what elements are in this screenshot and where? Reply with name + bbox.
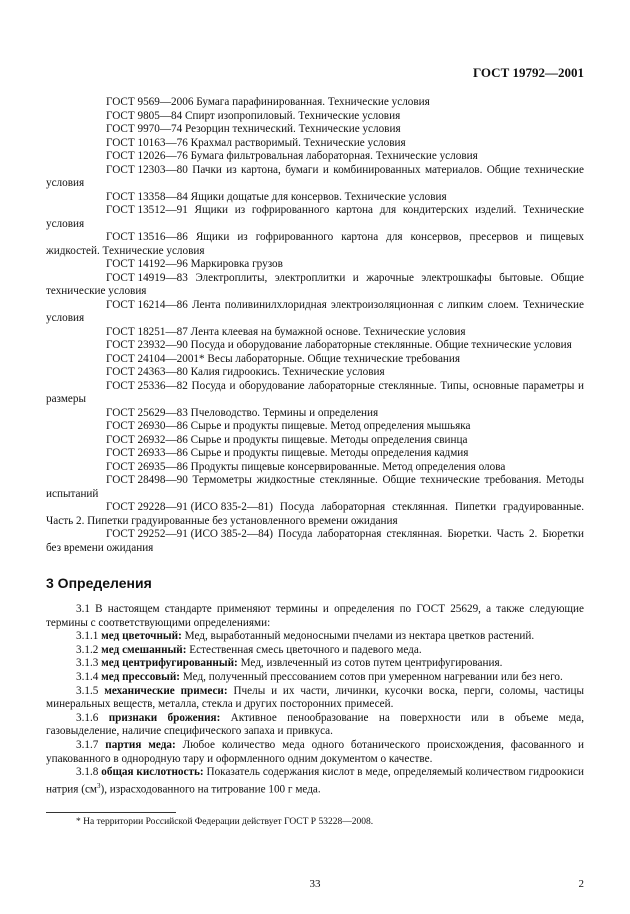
reference-item [46,150,584,164]
definition-text: Пчелы и их части, личинки, кусочки воска, перги, соломы, частицы минеральных веществ, металла, стекла и других посторонних примесей. [46,684,584,711]
definition-number: 3.1.7 [76,738,99,751]
reference-code: ГОСТ 12026—76 [106,150,188,162]
reference-title: Бумага фильтровальная лабораторная. Технические условия [190,150,478,162]
definition-item [46,712,584,739]
reference-code: ГОСТ 14192—96 [106,258,188,270]
definition-term: мед прессовый: [101,670,181,683]
reference-item [46,353,584,367]
reference-item [46,110,584,124]
definition-number: 3.1.3 [76,657,99,670]
reference-title: Лента поливинилхлоридная электроизоляционная с липким слоем. Технические условия [46,298,584,324]
reference-title: Ящики дощатые для консервов. Технические условия [190,190,447,203]
reference-title: Сырье и продукты пищевые. Метод определения мышьяка [190,420,471,432]
definition-item [46,657,584,671]
definition-number: 3.1.1 [76,630,99,643]
reference-title: Ящики из гофрированного картона для кондитерских изделий. Технические условия [46,204,585,230]
definition-term: мед цветочный: [101,630,182,643]
definition-item [46,630,584,644]
reference-title: Посуда лабораторная стеклянная. Бюретки. Часть 2. Бюретки без времени ожидания [46,528,585,554]
definition-text-end: ), израсходованного на титрование 100 г меда. [100,783,321,796]
reference-item [46,461,584,475]
reference-title: Сырье и продукты пищевые. Методы определения свинца [190,433,468,446]
reference-code: ГОСТ 26933—86 [106,447,188,459]
definition-number: 3.1.2 [76,643,99,656]
reference-code: ГОСТ 25629—83 [106,406,188,419]
definitions-list [46,603,584,797]
definition-text: Мед, выработанный медоносными пчелами из нектара цветков растений. [184,630,535,643]
reference-code: ГОСТ 28498—90 [106,474,188,486]
definition-term: механические примеси: [104,684,228,697]
definition-item [46,766,584,797]
reference-title: Пачки из картона, бумаги и комбинированных материалов. Общие технические условия [46,163,584,189]
reference-code: ГОСТ 26935—86 [106,460,188,473]
reference-item [46,299,584,326]
definition-number: 3.1.8 [76,766,99,779]
reference-title: Пчеловодство. Термины и определения [190,406,379,419]
reference-title: Лента клеевая на бумажной основе. Технические условия [190,325,466,338]
definition-number: 3.1.5 [76,684,99,697]
reference-code: ГОСТ 26932—86 [106,433,188,446]
reference-title: Резорцин технический. Технические условия [185,123,401,135]
definition-item [46,739,584,766]
reference-code: ГОСТ 23932—90 [106,339,188,351]
reference-item [46,258,584,272]
reference-item [46,528,584,555]
definition-item [46,603,584,630]
reference-code: ГОСТ 10163—76 [106,136,188,149]
reference-title: Весы лабораторные. Общие технические требования [207,352,461,365]
reference-item [46,326,584,340]
reference-code: ГОСТ 13512—91 [106,204,188,216]
reference-title: Калия гидроокись. Технические условия [190,366,385,378]
reference-title: Спирт изопропиловый. Технические условия [185,109,401,122]
reference-title: Термометры жидкостные стеклянные. Общие технические требования. Методы испытаний [46,474,584,500]
definition-text: В настоящем стандарте применяют термины и определения по ГОСТ 25629, а также следующие термины с соответствующими определениями: [46,603,584,629]
definition-term: мед центрифугированный: [101,657,238,670]
definition-item [46,671,584,685]
reference-code: ГОСТ 18251—87 [106,325,188,338]
reference-title: Бумага парафинированная. Технические условия [196,96,430,108]
definition-term: признаки брожения: [108,711,221,724]
reference-item [46,501,584,528]
reference-code: ГОСТ 24363—80 [106,366,188,378]
definition-number: 3.1.6 [76,711,99,724]
reference-code: ГОСТ 29228—91 (ИСО 835-2—81) [106,501,273,513]
reference-item [46,407,584,421]
reference-title: Посуда лабораторная стеклянная. Пипетки градуированные. Часть 2. Пипетки градуированные без установленного времени ожидания [46,501,585,527]
reference-code: ГОСТ 26930—86 [106,420,188,432]
reference-title: Электроплиты, электроплитки и жарочные электрошкафы бытовые. Общие технические условия [46,271,585,297]
definition-term: партия меда: [105,738,176,751]
reference-title: Посуда и оборудование лабораторные стеклянные. Типы, основные параметры и размеры [46,379,584,405]
reference-item [46,272,584,299]
reference-code: ГОСТ 9970—74 [106,123,183,135]
reference-item [46,96,584,110]
reference-code: ГОСТ 13516—86 [106,231,188,243]
reference-item [46,420,584,434]
reference-code: ГОСТ 9805—84 [106,109,183,122]
reference-code: ГОСТ 24104—2001* [106,352,205,365]
definition-term: общая кислотность: [101,766,204,779]
page-number: 33 [309,878,321,890]
reference-title: Сырье и продукты пищевые. Методы определения кадмия [190,447,469,459]
page-number-right: 2 [578,878,584,890]
definition-text: Мед, полученный прессованием сотов при умеренном нагревании или без него. [182,670,563,683]
reference-item [46,191,584,205]
document-header: ГОСТ 19792—2001 [472,65,584,80]
reference-title: Продукты пищевые консервированные. Метод определения олова [190,460,506,473]
reference-item [46,434,584,448]
reference-title: Посуда и оборудование лабораторные стеклянные. Общие технические условия [190,339,572,351]
footnote: * На территории Российской Федерации действует ГОСТ Р 53228—2008. [76,817,374,827]
reference-title: Крахмал растворимый. Технические условия [190,136,406,149]
footnote-divider [46,812,176,813]
reference-title: Маркировка грузов [190,258,283,270]
definition-text: Естественная смесь цветочного и падевого меда. [189,643,422,656]
reference-code: ГОСТ 13358—84 [106,190,188,203]
reference-code: ГОСТ 16214—86 [106,298,188,311]
reference-item [46,380,584,407]
reference-item [46,366,584,380]
reference-code: ГОСТ 9569—2006 [106,96,194,108]
definition-item [46,644,584,658]
reference-item [46,231,584,258]
definition-term: мед смешанный: [101,643,187,656]
definition-text: Показатель содержания кислот в меде, определяемый количеством гидроокиси натрия (см [46,766,585,796]
definition-text: Мед, извлеченный из сотов путем центрифугирования. [240,657,503,670]
superscript: 3 [96,781,101,790]
definition-number: 3.1 [76,603,90,615]
definition-text: Любое количество меда одного ботанического происхождения, фасованного и упакованного в однородную тару и оформленного одним документом о качестве. [46,738,585,765]
reference-code: ГОСТ 25336—82 [106,379,188,392]
definition-item [46,685,584,712]
reference-title: Ящики из гофрированного картона для консервов, пресервов и пищевых жидкостей. Технические условия [46,231,585,257]
reference-item [46,164,584,191]
reference-item [46,474,584,501]
section-title: 3 Определения [46,575,152,591]
reference-item [46,339,584,353]
reference-item [46,447,584,461]
reference-code: ГОСТ 29252—91 (ИСО 385-2—84) [106,528,273,540]
definition-text: Активное пенообразование на поверхности или в объеме меда, газовыделение, наличие специфического запаха и привкуса. [46,711,585,738]
reference-item [46,137,584,151]
definition-number: 3.1.4 [76,670,99,683]
normative-references-list [46,96,584,555]
reference-item [46,123,584,137]
reference-code: ГОСТ 14919—83 [106,271,188,284]
reference-code: ГОСТ 12303—80 [106,163,188,176]
reference-item [46,204,584,231]
